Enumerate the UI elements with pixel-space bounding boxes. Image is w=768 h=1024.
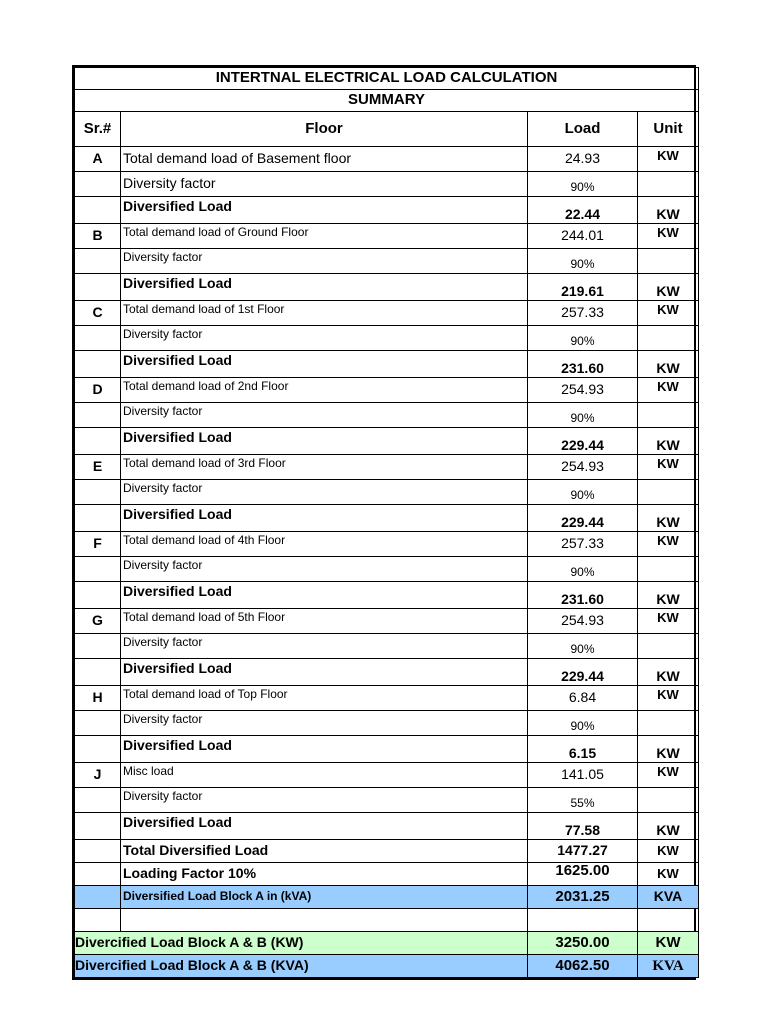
block-kw-value: 3250.00	[528, 932, 638, 955]
empty-cell	[121, 909, 528, 932]
demand-value: 254.93	[528, 378, 638, 403]
diversified-label: Diversified Load	[121, 274, 528, 301]
factor-label: Diversity factor	[121, 788, 528, 813]
header-floor: Floor	[121, 112, 528, 147]
demand-label: Total demand load of 5th Floor	[121, 609, 528, 634]
factor-label: Diversity factor	[121, 480, 528, 505]
diversified-row	[75, 736, 699, 763]
demand-row	[75, 147, 699, 172]
empty-cell	[75, 480, 121, 505]
empty-cell	[75, 634, 121, 659]
block-kva-unit: KVA	[638, 955, 699, 978]
diversified-label: Diversified Load	[121, 659, 528, 686]
diversified-label: Diversified Load	[121, 813, 528, 840]
header-row	[75, 112, 699, 147]
diversified-value: 6.15	[528, 736, 638, 763]
demand-value: 141.05	[528, 763, 638, 788]
empty-cell	[75, 582, 121, 609]
demand-row	[75, 378, 699, 403]
diversified-unit: KW	[638, 582, 699, 609]
block-kva-row	[75, 955, 699, 978]
loading-value: 1625.00	[528, 863, 638, 886]
sr-label: H	[75, 686, 121, 711]
empty-cell	[638, 249, 699, 274]
diversified-label: Diversified Load	[121, 197, 528, 224]
factor-row	[75, 249, 699, 274]
total-label: Total Diversified Load	[121, 840, 528, 863]
factor-value: 90%	[528, 326, 638, 351]
diversified-label: Diversified Load	[121, 351, 528, 378]
sheet-title: INTERTNAL ELECTRICAL LOAD CALCULATION	[75, 68, 699, 90]
factor-row	[75, 172, 699, 197]
empty-cell	[638, 403, 699, 428]
demand-label: Total demand load of 1st Floor	[121, 301, 528, 326]
header-load: Load	[528, 112, 638, 147]
factor-value: 90%	[528, 403, 638, 428]
diversified-value: 231.60	[528, 351, 638, 378]
empty-cell	[75, 909, 121, 932]
empty-cell	[75, 659, 121, 686]
demand-value: 254.93	[528, 455, 638, 480]
empty-cell	[638, 788, 699, 813]
total-row	[75, 840, 699, 863]
demand-unit: KW	[638, 301, 699, 326]
diversified-row	[75, 813, 699, 840]
diversified-value: 219.61	[528, 274, 638, 301]
diversified-label: Diversified Load	[121, 505, 528, 532]
diversified-unit: KW	[638, 197, 699, 224]
block-kva-value: 4062.50	[528, 955, 638, 978]
demand-row	[75, 224, 699, 249]
sr-label: J	[75, 763, 121, 788]
demand-unit: KW	[638, 378, 699, 403]
diversified-unit: KW	[638, 813, 699, 840]
diversified-value: 22.44	[528, 197, 638, 224]
factor-label: Diversity factor	[121, 403, 528, 428]
block-kw-label: Divercified Load Block A & B (KW)	[75, 932, 528, 955]
factor-value: 90%	[528, 711, 638, 736]
empty-cell	[75, 274, 121, 301]
demand-unit: KW	[638, 763, 699, 788]
demand-unit: KW	[638, 455, 699, 480]
empty-cell	[638, 172, 699, 197]
diversified-label: Diversified Load	[121, 428, 528, 455]
factor-label: Diversity factor	[121, 711, 528, 736]
demand-label: Total demand load of 4th Floor	[121, 532, 528, 557]
sr-label: D	[75, 378, 121, 403]
diversified-value: 229.44	[528, 505, 638, 532]
total-value: 1477.27	[528, 840, 638, 863]
empty-cell	[75, 428, 121, 455]
demand-row	[75, 609, 699, 634]
block-kw-row	[75, 932, 699, 955]
factor-row	[75, 480, 699, 505]
kva-label: Diversified Load Block A in (kVA)	[121, 886, 528, 909]
title-row	[75, 68, 699, 90]
empty-cell	[638, 557, 699, 582]
diversified-row	[75, 659, 699, 686]
sr-label: A	[75, 147, 121, 172]
demand-unit: KW	[638, 224, 699, 249]
demand-label: Total demand load of Basement floor	[121, 147, 528, 172]
diversified-unit: KW	[638, 274, 699, 301]
empty-cell	[638, 326, 699, 351]
factor-label: Diversity factor	[121, 326, 528, 351]
header-unit: Unit	[638, 112, 699, 147]
factor-label: Diversity factor	[121, 249, 528, 274]
factor-label: Diversity factor	[121, 172, 528, 197]
diversified-row	[75, 197, 699, 224]
diversified-unit: KW	[638, 428, 699, 455]
demand-value: 6.84	[528, 686, 638, 711]
demand-row	[75, 455, 699, 480]
demand-value: 257.33	[528, 532, 638, 557]
empty-cell	[75, 403, 121, 428]
sr-label: F	[75, 532, 121, 557]
empty-cell	[75, 711, 121, 736]
demand-unit: KW	[638, 686, 699, 711]
spacer-row	[75, 909, 699, 932]
factor-label: Diversity factor	[121, 634, 528, 659]
factor-value: 90%	[528, 480, 638, 505]
empty-cell	[75, 505, 121, 532]
diversified-row	[75, 351, 699, 378]
factor-value: 90%	[528, 172, 638, 197]
sr-label: B	[75, 224, 121, 249]
diversified-value: 229.44	[528, 428, 638, 455]
diversified-value: 229.44	[528, 659, 638, 686]
demand-value: 257.33	[528, 301, 638, 326]
load-summary-sheet	[72, 65, 696, 980]
demand-label: Misc load	[121, 763, 528, 788]
demand-label: Total demand load of 3rd Floor	[121, 455, 528, 480]
empty-cell	[75, 840, 121, 863]
demand-label: Total demand load of 2nd Floor	[121, 378, 528, 403]
empty-cell	[638, 909, 699, 932]
factor-row	[75, 326, 699, 351]
empty-cell	[75, 557, 121, 582]
empty-cell	[75, 736, 121, 763]
diversified-row	[75, 428, 699, 455]
factor-row	[75, 711, 699, 736]
factor-value: 90%	[528, 634, 638, 659]
factor-value: 90%	[528, 557, 638, 582]
sheet-subtitle: SUMMARY	[75, 90, 699, 112]
empty-cell	[75, 351, 121, 378]
empty-cell	[75, 172, 121, 197]
subtitle-row	[75, 90, 699, 112]
diversified-unit: KW	[638, 351, 699, 378]
empty-cell	[638, 480, 699, 505]
demand-value: 244.01	[528, 224, 638, 249]
diversified-row	[75, 505, 699, 532]
total-unit: KW	[638, 840, 699, 863]
kva-row	[75, 886, 699, 909]
loading-unit: KW	[638, 863, 699, 886]
factor-row	[75, 403, 699, 428]
diversified-label: Diversified Load	[121, 736, 528, 763]
demand-row	[75, 301, 699, 326]
diversified-label: Diversified Load	[121, 582, 528, 609]
demand-row	[75, 763, 699, 788]
empty-cell	[638, 711, 699, 736]
empty-cell	[75, 863, 121, 886]
diversified-value: 231.60	[528, 582, 638, 609]
loading-row	[75, 863, 699, 886]
diversified-value: 77.58	[528, 813, 638, 840]
load-summary-table	[74, 67, 699, 978]
empty-cell	[638, 634, 699, 659]
factor-value: 90%	[528, 249, 638, 274]
header-sr: Sr.#	[75, 112, 121, 147]
demand-label: Total demand load of Ground Floor	[121, 224, 528, 249]
diversified-unit: KW	[638, 736, 699, 763]
sr-label: E	[75, 455, 121, 480]
demand-unit: KW	[638, 609, 699, 634]
diversified-unit: KW	[638, 659, 699, 686]
factor-label: Diversity factor	[121, 557, 528, 582]
factor-value: 55%	[528, 788, 638, 813]
empty-cell	[75, 788, 121, 813]
demand-label: Total demand load of Top Floor	[121, 686, 528, 711]
demand-value: 24.93	[528, 147, 638, 172]
sr-label: C	[75, 301, 121, 326]
factor-row	[75, 788, 699, 813]
demand-unit: KW	[638, 532, 699, 557]
demand-row	[75, 686, 699, 711]
diversified-row	[75, 582, 699, 609]
empty-cell	[75, 249, 121, 274]
demand-value: 254.93	[528, 609, 638, 634]
factor-row	[75, 634, 699, 659]
kva-value: 2031.25	[528, 886, 638, 909]
empty-cell	[528, 909, 638, 932]
demand-unit: KW	[638, 147, 699, 172]
empty-cell	[75, 886, 121, 909]
loading-label: Loading Factor 10%	[121, 863, 528, 886]
diversified-unit: KW	[638, 505, 699, 532]
diversified-row	[75, 274, 699, 301]
factor-row	[75, 557, 699, 582]
sr-label: G	[75, 609, 121, 634]
empty-cell	[75, 813, 121, 840]
kva-unit: KVA	[638, 886, 699, 909]
empty-cell	[75, 326, 121, 351]
demand-row	[75, 532, 699, 557]
empty-cell	[75, 197, 121, 224]
block-kw-unit: KW	[638, 932, 699, 955]
block-kva-label: Divercified Load Block A & B (KVA)	[75, 955, 528, 978]
